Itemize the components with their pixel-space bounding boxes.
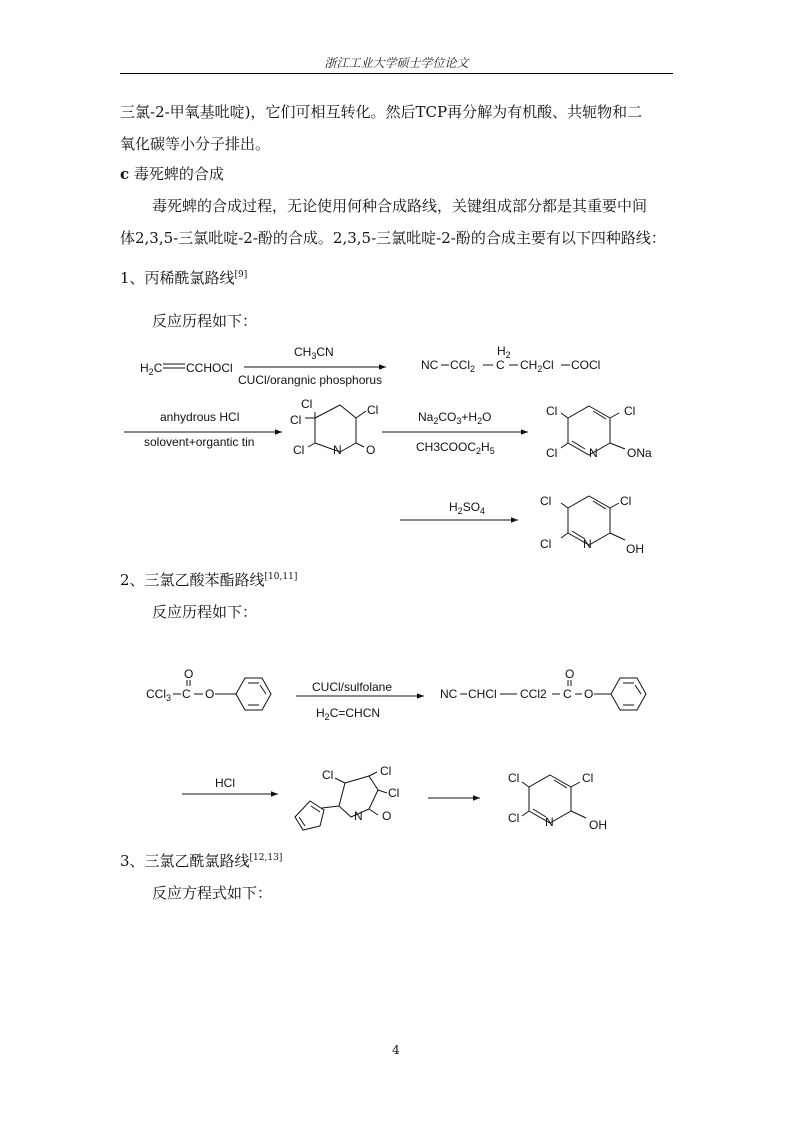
body-line-2: 氧化碳等小分子排出。 <box>120 135 271 153</box>
route-2-title: 2、三氯乙酸苯酯路线 <box>120 571 265 589</box>
svg-text:Na2CO3+H2O: $Na_2CO_3+H_2O$ <box>418 410 492 426</box>
n-label: N <box>333 443 342 457</box>
running-header: 浙江工业大学硕士学位论文 <box>324 56 469 70</box>
scheme-2-reactant <box>146 667 271 710</box>
cl-label: Cl <box>546 404 558 418</box>
nitrile-group: NC <box>421 358 439 372</box>
step-2-solvent: solovent+organtic tin <box>144 435 255 449</box>
acryloyl-chloride-tail: CCHOCl <box>186 361 233 375</box>
cl-label: Cl <box>508 811 520 825</box>
cl-label: Cl <box>322 768 334 782</box>
cl-label: Cl <box>301 397 313 411</box>
o-label: O <box>366 443 376 457</box>
step-1-catalyst: CUCl/orangnic phosphorus <box>238 373 383 387</box>
section-c-label: c <box>120 165 130 183</box>
svg-text:CCl2: CCl$_2$ <box>450 358 476 374</box>
scheme-1-sodium-pyridinolate <box>546 404 652 460</box>
route-1-title: 1、丙稀酰氯路线 <box>120 269 235 287</box>
scheme-1-step-1-arrow <box>238 345 386 387</box>
route-3-intro: 反应方程式如下： <box>152 884 273 902</box>
scheme-1-step-3-arrow <box>382 410 528 456</box>
step-1-catalyst: CUCl/sulfolane <box>312 680 393 694</box>
scheme-2-cyclopentadienyl-piperidinone <box>295 764 399 830</box>
cl-label: Cl <box>540 494 552 508</box>
step-2-reagent: anhydrous HCl <box>160 410 240 424</box>
oh-label: OH <box>626 542 644 556</box>
route-3-title: 3、三氯乙酰氯路线 <box>120 852 250 870</box>
svg-text:CCl3: CCl$_3$ <box>146 687 172 703</box>
o-label: O <box>565 667 575 681</box>
scheme-1-piperidinone <box>290 397 378 457</box>
scheme-2-step-2-arrow <box>182 776 278 794</box>
cl-label: Cl <box>540 537 552 551</box>
svg-text:CH3CN: $CH_3CN$ <box>294 345 334 361</box>
nitrile-group: NC <box>440 687 458 701</box>
scheme-1-step-4-arrow <box>400 500 518 520</box>
route-1-citation: [9] <box>234 270 248 280</box>
paragraph-1-line-2: 体2,3,5-三氯吡啶-2-酚的合成。2,3,5-三氯吡啶-2-酚的合成主要有以下四种路线： <box>120 229 666 247</box>
cl-label: Cl <box>367 403 379 417</box>
n-label: N <box>589 446 598 460</box>
scheme-1-product-1 <box>421 344 600 374</box>
cl-label: Cl <box>620 494 632 508</box>
svg-text:H2C=CHCN: $H_2C=CHCN$ <box>316 706 381 722</box>
svg-text:C: C <box>182 687 191 701</box>
step-2-reagent: HCl <box>215 776 235 790</box>
acyl-chloride: COCl <box>571 358 601 372</box>
svg-text:H2SO4: $H_2SO_4$ <box>449 500 486 516</box>
svg-text:C: C <box>563 687 572 701</box>
n-label: N <box>583 537 592 551</box>
cl-label: Cl <box>380 764 392 778</box>
svg-text:CCl2: CCl2 <box>520 687 547 701</box>
svg-text:CH3COOC2H5: $CH3COOC_2H_5$ <box>416 440 495 456</box>
o-label: O <box>584 687 594 701</box>
route-3-citation: [12,13] <box>249 853 283 863</box>
page-number: 4 <box>392 1043 400 1057</box>
cl-label: Cl <box>508 771 520 785</box>
cl-label: Cl <box>624 404 636 418</box>
cl-label: Cl <box>582 771 594 785</box>
svg-text:H2C: $H_2C$ <box>140 361 163 377</box>
section-c-title: 毒死蜱的合成 <box>133 165 224 183</box>
svg-text:H2: $H_2$ <box>497 344 511 360</box>
route-1-intro: 反应历程如下： <box>152 312 258 330</box>
oh-label: OH <box>589 818 607 832</box>
cl-label: Cl <box>293 443 305 457</box>
cl-label: Cl <box>546 446 558 460</box>
body-line-1: 三氯-2-甲氧基吡啶)，它们可相互转化。然后TCP再分解为有机酸、共轭物和二 <box>120 103 643 121</box>
central-carbon: C <box>496 358 505 372</box>
n-label: N <box>545 815 554 829</box>
scheme-2-product-1 <box>440 667 646 710</box>
paragraph-1-line-1: 毒死蜱的合成过程，无论使用何种合成路线，关键组成部分都是其重要中间 <box>152 197 648 215</box>
scheme-1-step-2-arrow <box>124 410 282 449</box>
route-2-citation: [10,11] <box>264 572 298 582</box>
scheme-1-trichloropyridinol <box>540 494 644 556</box>
cl-label: Cl <box>290 413 302 427</box>
route-2-intro: 反应历程如下： <box>152 603 258 621</box>
scheme-2-step-1-arrow <box>296 680 424 722</box>
svg-text:CH2Cl: $CH_2Cl$ <box>520 358 554 374</box>
scheme-2-trichloropyridinol <box>508 771 607 832</box>
scheme-1-reactant <box>140 361 233 377</box>
chcl-group: CHCl <box>468 687 497 701</box>
ona-label: ONa <box>627 446 652 460</box>
o-label: O <box>184 667 194 681</box>
svg-text:O: O <box>382 809 392 823</box>
o-label: O <box>205 687 215 701</box>
n-label: N <box>354 809 363 823</box>
cl-label: Cl <box>388 786 400 800</box>
